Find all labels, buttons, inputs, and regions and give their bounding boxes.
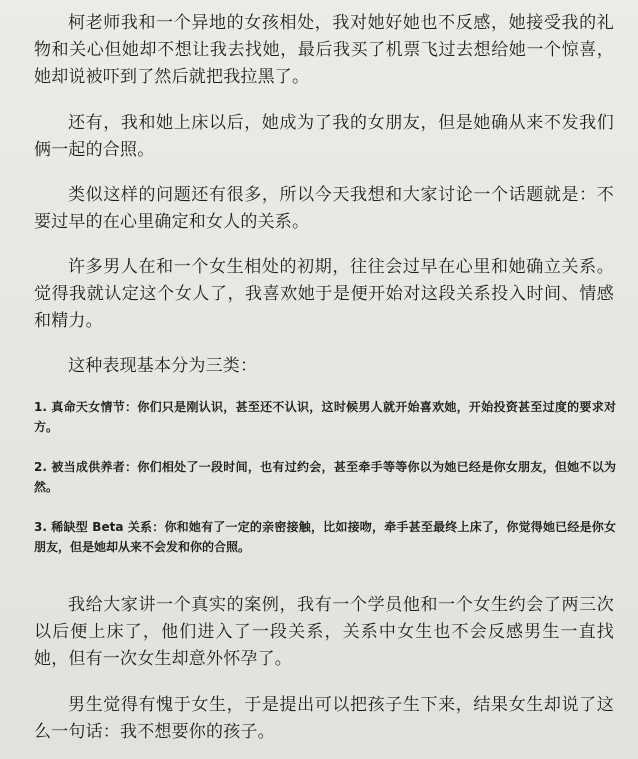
- paragraph-2: 还有，我和她上床以后，她成为了我的女朋友，但是她确从来不发我们俩一起的合照。: [34, 113, 614, 160]
- list-item-3: [34, 517, 616, 557]
- paragraph-7: 男生觉得有愧于女生，于是提出可以把孩子生下来，结果女生却说了这么一句话：我不想要你的孩子。: [34, 695, 614, 742]
- list-item-text: 你们相处了一段时间，也有过约会，甚至牵手等等你以为她已经是你女朋友，但她不以为然。: [34, 460, 616, 494]
- list-item-text: 你和她有了一定的亲密接触，比如接吻，牵手甚至最终上床了，你觉得她已经是你女朋友，但是她却从来不会发和你的合照。: [34, 520, 616, 554]
- paragraph-5: 这种表现基本分为三类：: [68, 356, 258, 376]
- list-item-2: [34, 457, 616, 497]
- list-item-1: [34, 397, 616, 437]
- paragraph-1: 柯老师我和一个异地的女孩相处，我对她好她也不反感，她接受我的礼物和关心但她却不想让我去找她，最后我买了机票飞过去想给她一个惊喜，她却说被吓到了然后就把我拉黑了。: [34, 13, 614, 87]
- paragraph-4: 许多男人在和一个女生相处的初期，往往会过早在心里和她确立关系。觉得我就认定这个女人了，我喜欢她于是便开始对这段关系投入时间、情感和精力。: [34, 257, 614, 331]
- list-item-text: 你们只是刚认识，甚至还不认识，这时候男人就开始喜欢她，开始投资甚至过度的要求对方。: [34, 400, 616, 434]
- list-item-label: 3. 稀缺型 Beta 关系：: [34, 520, 165, 534]
- list-item-label: 1. 真命天女情节：: [34, 400, 138, 414]
- paragraph-6: 我给大家讲一个真实的案例，我有一个学员他和一个女生约会了两三次以后便上床了，他们进入了一段关系，关系中女生也不会反感男生一直找她，但有一次女生却意外怀孕了。: [34, 595, 614, 669]
- paragraph-3: 类似这样的问题还有很多，所以今天我想和大家讨论一个话题就是：不要过早的在心里确定和女人的关系。: [34, 185, 614, 232]
- list-item-label: 2. 被当成供养者：: [34, 460, 138, 474]
